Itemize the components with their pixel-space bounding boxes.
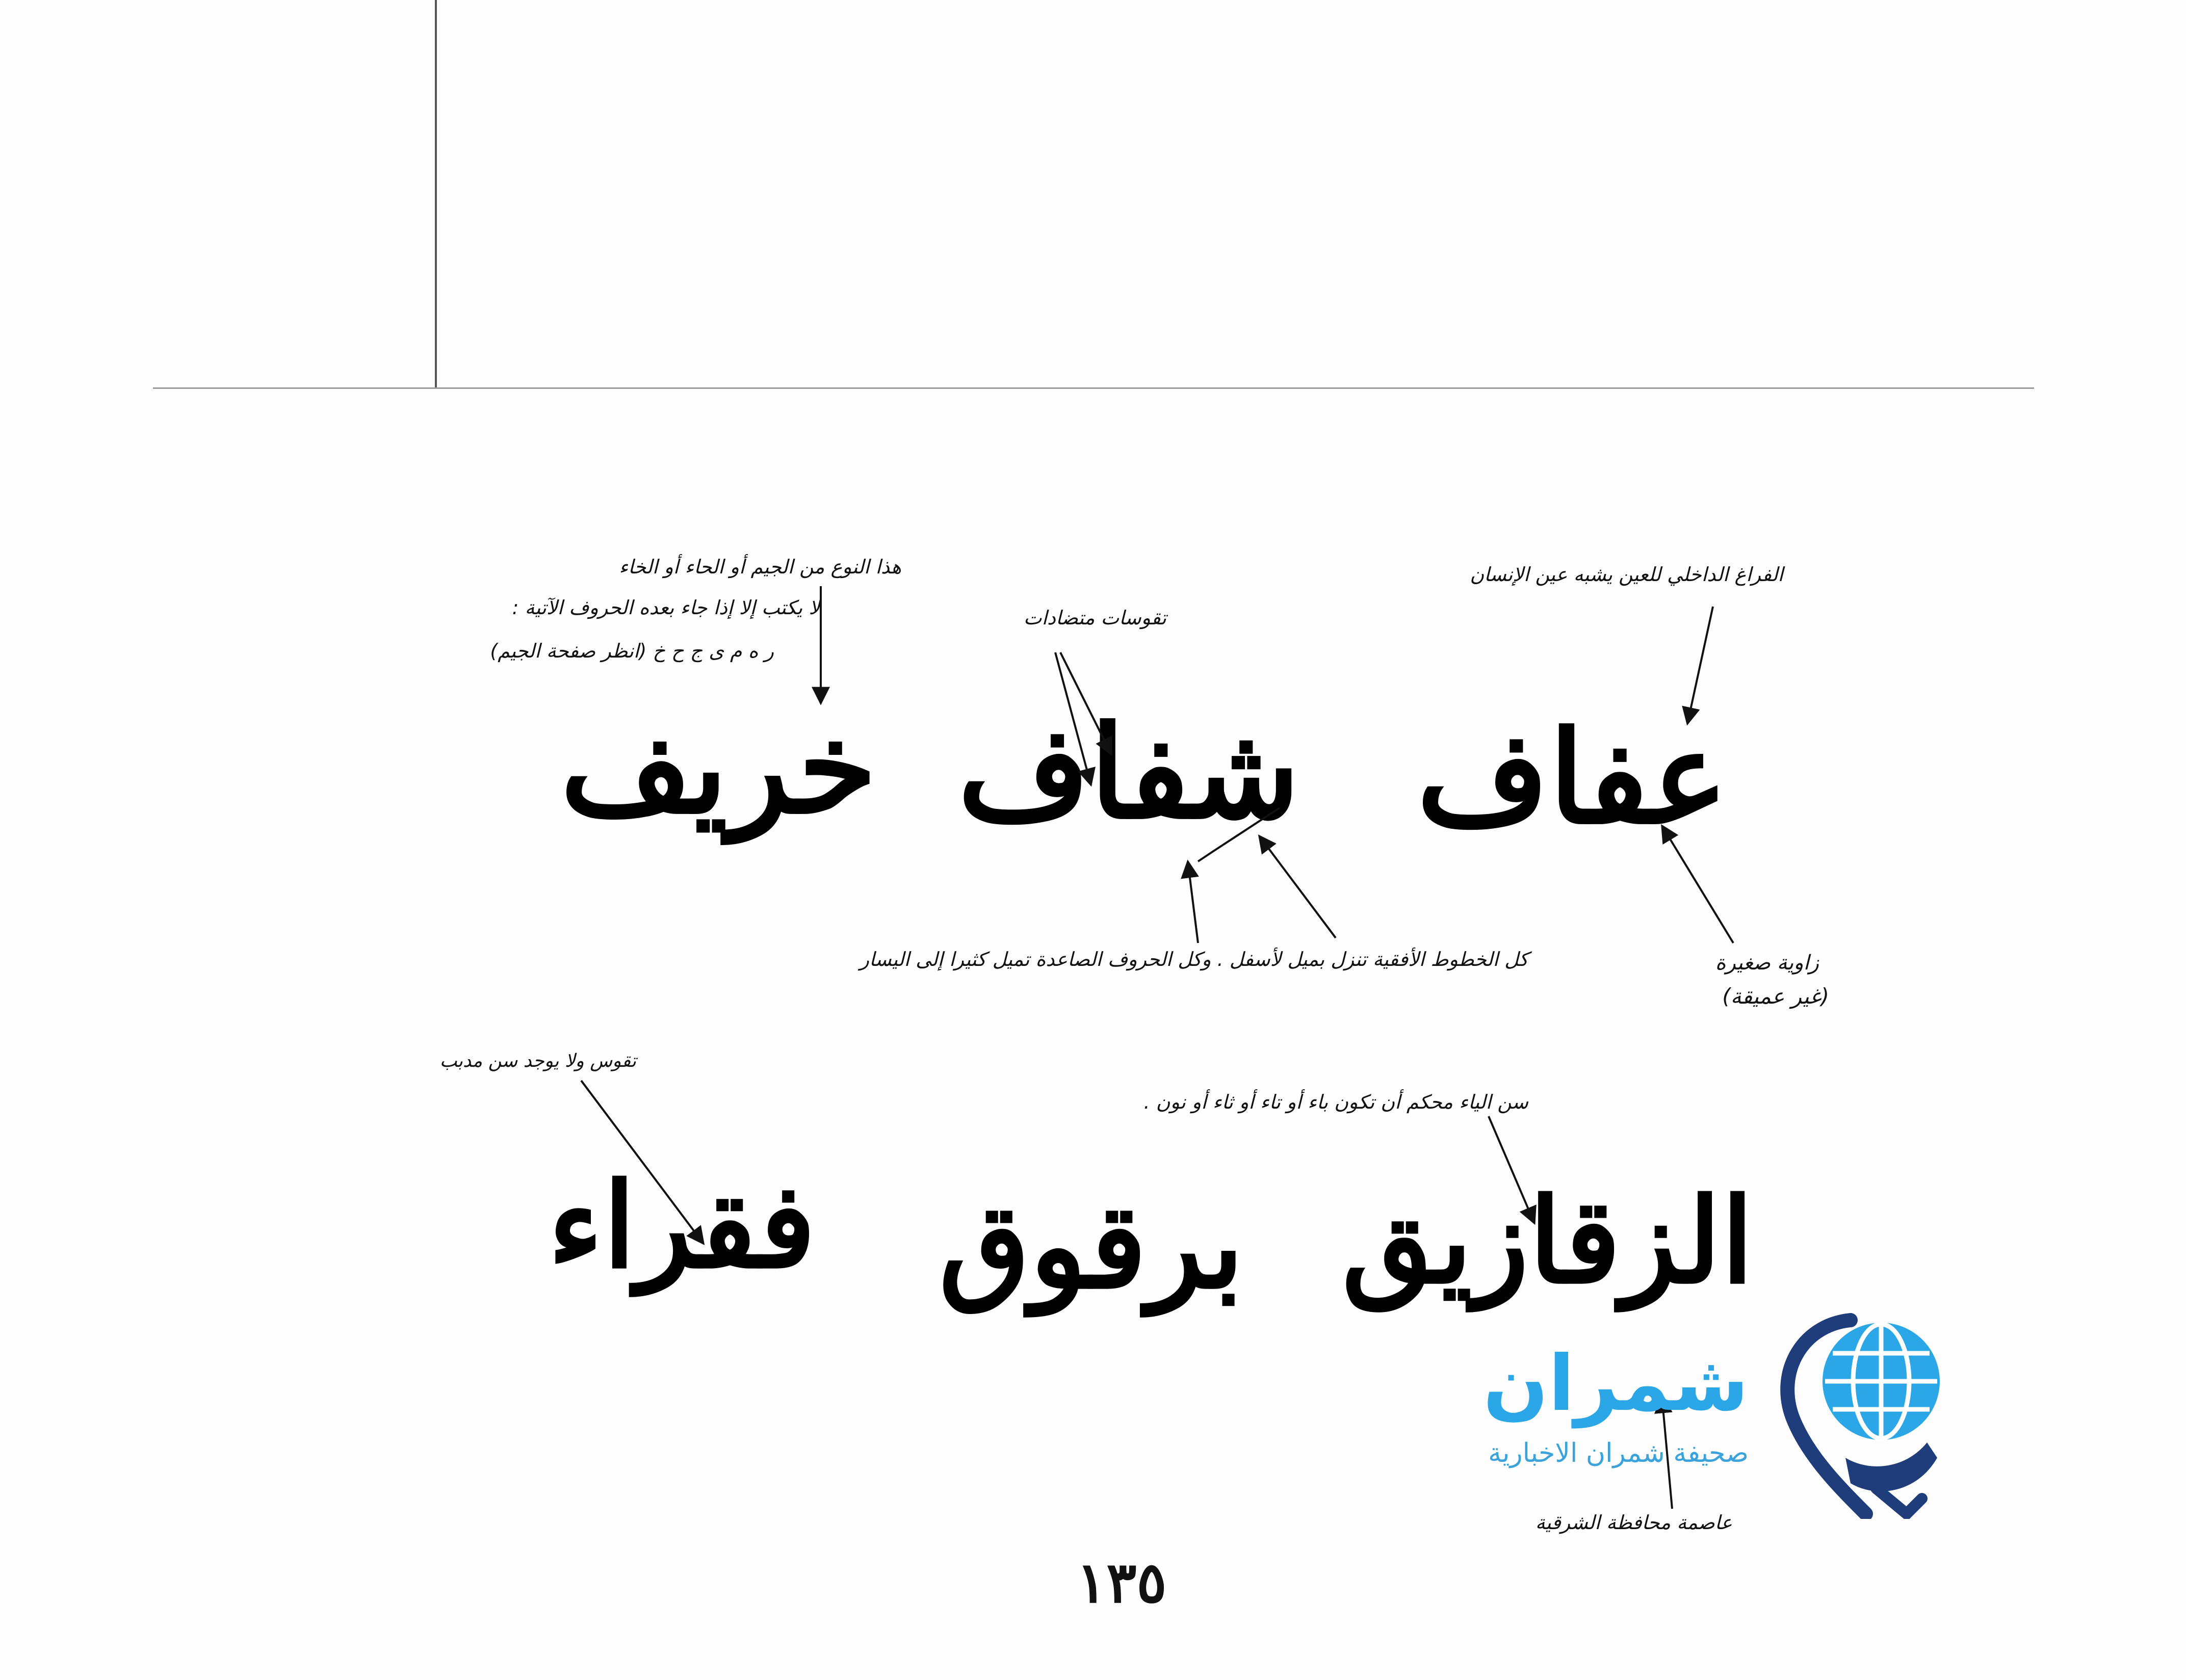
vertical-rule: [435, 0, 437, 387]
note-zagazig-top: سن الياء محكم أن تكون باء أو تاء أو ثاء أو نون .: [1143, 1091, 1528, 1113]
note-kharif-line2: لا يكتب إلا إذا جاء بعده الحروف الآتية :: [512, 596, 820, 619]
word-shaffaf: شفاف: [957, 697, 1300, 847]
note-kharif-line3: ر ه م ى ج ح خ (انظر صفحة الجيم): [490, 640, 774, 662]
arrow-shaffaf-d: [1259, 836, 1336, 938]
note-affaf-bottom1: زاوية صغيرة: [1715, 951, 1819, 975]
note-shaffaf-top: تقوسات متضادات: [1023, 607, 1166, 629]
note-shaffaf-bottom: كل الخطوط الأفقية تنزل بميل لأسفل . وكل الحروف الصاعدة تميل كثيرا إلى اليسار: [860, 948, 1528, 970]
note-affaf-bottom2: (غير عميقة): [1722, 984, 1829, 1009]
word-affaf: عفاف: [1417, 702, 1728, 852]
note-zagazig-bottom: عاصمة محافظة الشرقية: [1535, 1511, 1732, 1534]
horizontal-rule: [153, 387, 2034, 389]
page-number: ١٣٥: [1076, 1550, 1167, 1615]
word-zagazig: الزقازيق: [1342, 1172, 1754, 1310]
note-affaf-top: الفراغ الداخلي للعين يشبه عين الإنسان: [1470, 563, 1783, 586]
word-fuqaraa: فقراء: [548, 1157, 816, 1295]
arrow-shaffaf-c: [1188, 861, 1198, 943]
logo-tagline: صحيفة شمران الاخبارية: [1488, 1438, 1749, 1468]
word-kharif: خريف: [560, 692, 877, 842]
watermark-logo: [1483, 1305, 1988, 1519]
note-fuqaraa-top: تقوس ولا يوجد سن مدبب: [439, 1051, 636, 1071]
globe-pin-icon: [1754, 1305, 1988, 1519]
note-kharif-line1: هذا النوع من الجيم أو الحاء أو الخاء: [619, 556, 901, 578]
logo-name: شمران: [1483, 1340, 1749, 1428]
word-barquq: برقوق: [939, 1177, 1244, 1315]
